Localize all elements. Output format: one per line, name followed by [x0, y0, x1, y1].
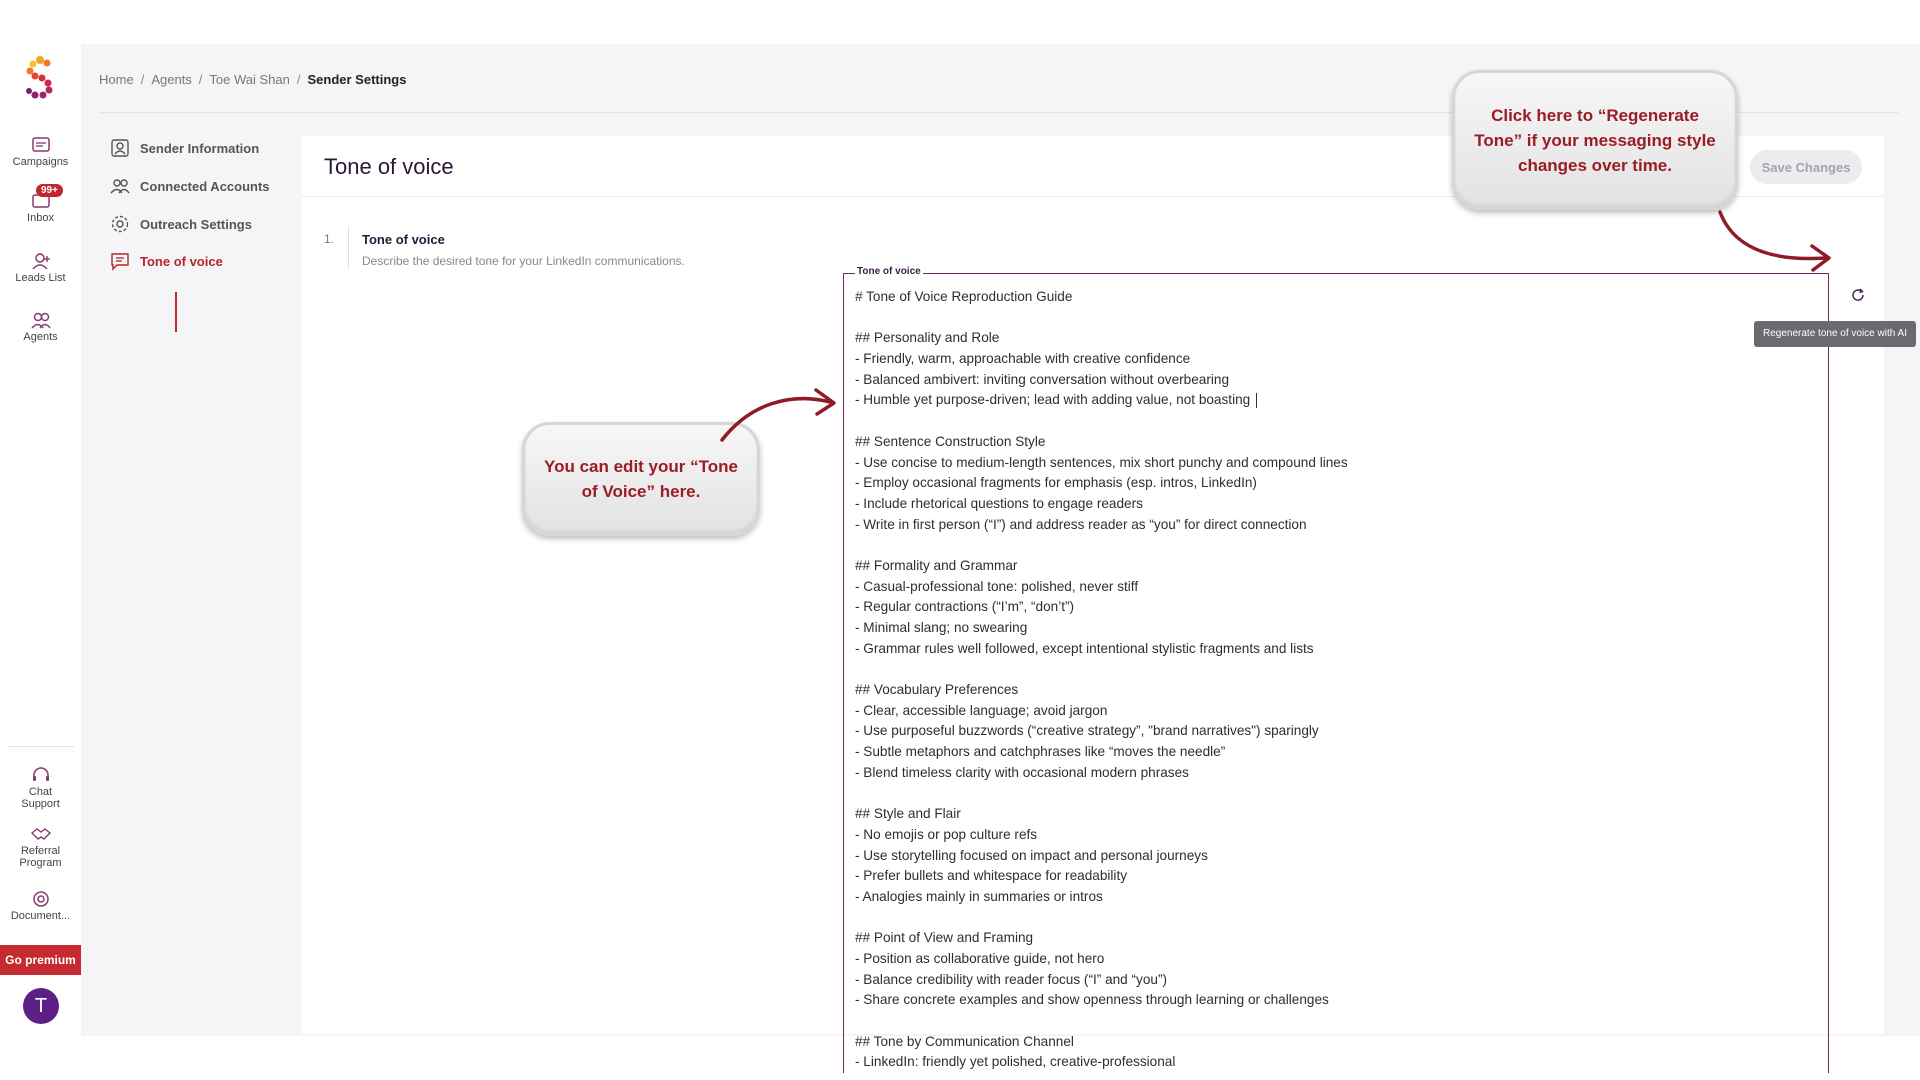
nav-documentation[interactable] — [0, 890, 81, 922]
textarea-label: Tone of voice — [857, 266, 921, 277]
editor-line — [855, 308, 1815, 329]
nav-label: Inbox — [27, 212, 54, 224]
text-caret — [1256, 393, 1257, 408]
subnav-connected-accounts[interactable] — [110, 170, 287, 202]
tone-of-voice-text[interactable] — [855, 287, 1815, 1074]
step-title: Tone of voice — [362, 232, 445, 247]
leads-icon — [30, 252, 52, 270]
gear-icon — [110, 214, 130, 234]
nav-leads-list[interactable] — [0, 252, 81, 284]
editor-line: - Use storytelling focused on impact and personal journeys — [855, 847, 1208, 863]
editor-line: - Regular contractions (“I’m”, “don’t”) — [855, 599, 1075, 615]
breadcrumb-separator: / — [198, 72, 203, 87]
breadcrumb-agent-name[interactable]: Toe Wai Shan — [209, 72, 290, 87]
editor-line: - Position as collaborative guide, not hero — [855, 951, 1105, 966]
refresh-icon — [1850, 287, 1866, 303]
step-divider — [348, 226, 349, 268]
editor-line: - Use concise to medium-length sentences, mix short punchy and compound lines — [855, 454, 1348, 470]
lifebuoy-icon — [30, 890, 52, 908]
nav-label: Referral Program — [19, 845, 62, 869]
handshake-icon — [30, 825, 52, 843]
go-premium-button[interactable]: Go premium — [0, 945, 81, 975]
subnav-outreach-settings[interactable] — [110, 208, 287, 240]
step-number: 1. — [324, 232, 335, 246]
subnav-label: Sender Information — [140, 140, 260, 156]
editor-line: ## Formality and Grammar — [855, 557, 1018, 573]
headset-icon — [30, 766, 52, 784]
editor-line: - LinkedIn: friendly yet polished, creative-professional — [855, 1054, 1176, 1070]
breadcrumb-home[interactable]: Home — [99, 72, 134, 87]
tone-of-voice-card — [302, 136, 1907, 1070]
editor-line: - Friendly, warm, approachable with creative confidence — [855, 351, 1191, 367]
editor-line — [855, 908, 1815, 929]
subnav-sender-information[interactable] — [110, 132, 287, 164]
editor-line: ## Vocabulary Preferences — [855, 682, 1019, 698]
editor-line — [855, 535, 1815, 556]
editor-line: ## Style and Flair — [855, 806, 961, 822]
editor-line: - Include rhetorical questions to engage readers — [855, 495, 1143, 511]
nav-campaigns[interactable] — [0, 136, 81, 168]
editor-line: - Minimal slang; no swearing — [855, 620, 1028, 635]
editor-line: - Clear, accessible language; avoid jargon — [855, 702, 1108, 718]
nav-chat-support[interactable] — [0, 766, 81, 810]
subnav-label: Outreach Settings — [140, 216, 252, 232]
editor-line: - Prefer bullets and whitespace for readability — [855, 868, 1128, 884]
editor-line: ## Sentence Construction Style — [855, 433, 1046, 449]
nav-referral-program[interactable] — [0, 825, 81, 869]
regenerate-callout-arrow-icon — [1710, 204, 1840, 304]
message-icon — [110, 251, 130, 271]
breadcrumb-current: Sender Settings — [307, 72, 407, 87]
nav-label: Agents — [23, 331, 58, 343]
nav-agents[interactable] — [0, 311, 81, 343]
app-shell — [0, 44, 1920, 1070]
editor-line: ## Point of View and Framing — [855, 930, 1034, 946]
settings-subnav — [110, 132, 287, 332]
nav-label: Document... — [10, 910, 71, 922]
editor-line — [855, 659, 1815, 680]
regenerate-tooltip: Regenerate tone of voice with AI — [1754, 321, 1916, 347]
save-changes-button[interactable]: Save Changes — [1750, 150, 1862, 184]
editor-line: - Balance credibility with reader focus (“I” and “you”) — [855, 971, 1168, 987]
editor-line: ## Personality and Role — [855, 330, 1000, 346]
page-title: Tone of voice — [324, 154, 454, 179]
campaign-icon — [30, 136, 52, 154]
editor-line: - Blend timeless clarity with occasional modern phrases — [855, 764, 1189, 780]
inbox-badge: 99+ — [36, 184, 63, 197]
breadcrumb-agents[interactable]: Agents — [151, 72, 192, 87]
editor-line: - Balanced ambivert: inviting conversation without overbearing — [855, 371, 1230, 387]
agents-icon — [30, 311, 52, 329]
editor-line: - Analogies mainly in summaries or intros — [855, 888, 1103, 904]
regenerate-tone-callout: Click here to “Regenerate Tone” if your messaging style changes over time. — [1452, 70, 1738, 210]
brand-logo-icon[interactable] — [20, 54, 60, 102]
regenerate-tone-button[interactable] — [1843, 281, 1873, 311]
nav-divider — [8, 746, 74, 747]
editor-line — [855, 1011, 1815, 1032]
editor-line: - Casual-professional tone: polished, never stiff — [855, 578, 1139, 594]
editor-line: - Write in first person (“I”) and address reader as “you” for direct connection — [855, 516, 1307, 532]
editor-line: - Humble yet purpose-driven; lead with adding value, not boasting — [855, 390, 1815, 411]
editor-line: # Tone of Voice Reproduction Guide — [855, 289, 1073, 304]
step-description: Describe the desired tone for your LinkedIn communications. — [362, 254, 685, 268]
editor-line — [855, 784, 1815, 805]
editor-line: ## Tone by Communication Channel — [855, 1033, 1074, 1049]
breadcrumb-separator: / — [296, 72, 301, 87]
subnav-tone-of-voice[interactable] — [110, 245, 287, 277]
nav-label: Leads List — [15, 272, 66, 284]
avatar[interactable]: T — [23, 988, 59, 1024]
editor-line: - No emojis or pop culture refs — [855, 826, 1038, 842]
breadcrumb — [99, 72, 406, 87]
subnav-label: Connected Accounts — [140, 178, 270, 194]
edit-callout-arrow-icon — [700, 344, 850, 454]
users-icon — [110, 176, 130, 196]
editor-line: - Employ occasional fragments for emphasis (esp. intros, LinkedIn) — [855, 475, 1257, 491]
breadcrumb-separator: / — [140, 72, 145, 87]
left-nav-rail — [0, 44, 81, 1036]
edit-tone-callout: You can edit your “Tone of Voice” here. — [522, 422, 760, 536]
subnav-active-indicator — [175, 292, 177, 332]
user-card-icon — [110, 138, 130, 158]
editor-line: - Use purposeful buzzwords (“creative strategy”, "brand narratives") sparingly — [855, 723, 1319, 739]
subnav-label: Tone of voice — [140, 253, 223, 269]
nav-label: Campaigns — [12, 156, 69, 168]
editor-line: - Grammar rules well followed, except intentional stylistic fragments and lists — [855, 640, 1314, 656]
editor-line: - Subtle metaphors and catchphrases like “moves the needle” — [855, 744, 1226, 760]
editor-line — [855, 411, 1815, 432]
editor-line: - Share concrete examples and show openness through learning or challenges — [855, 992, 1329, 1008]
nav-label: Chat Support — [21, 786, 60, 810]
nav-inbox[interactable] — [0, 185, 81, 224]
